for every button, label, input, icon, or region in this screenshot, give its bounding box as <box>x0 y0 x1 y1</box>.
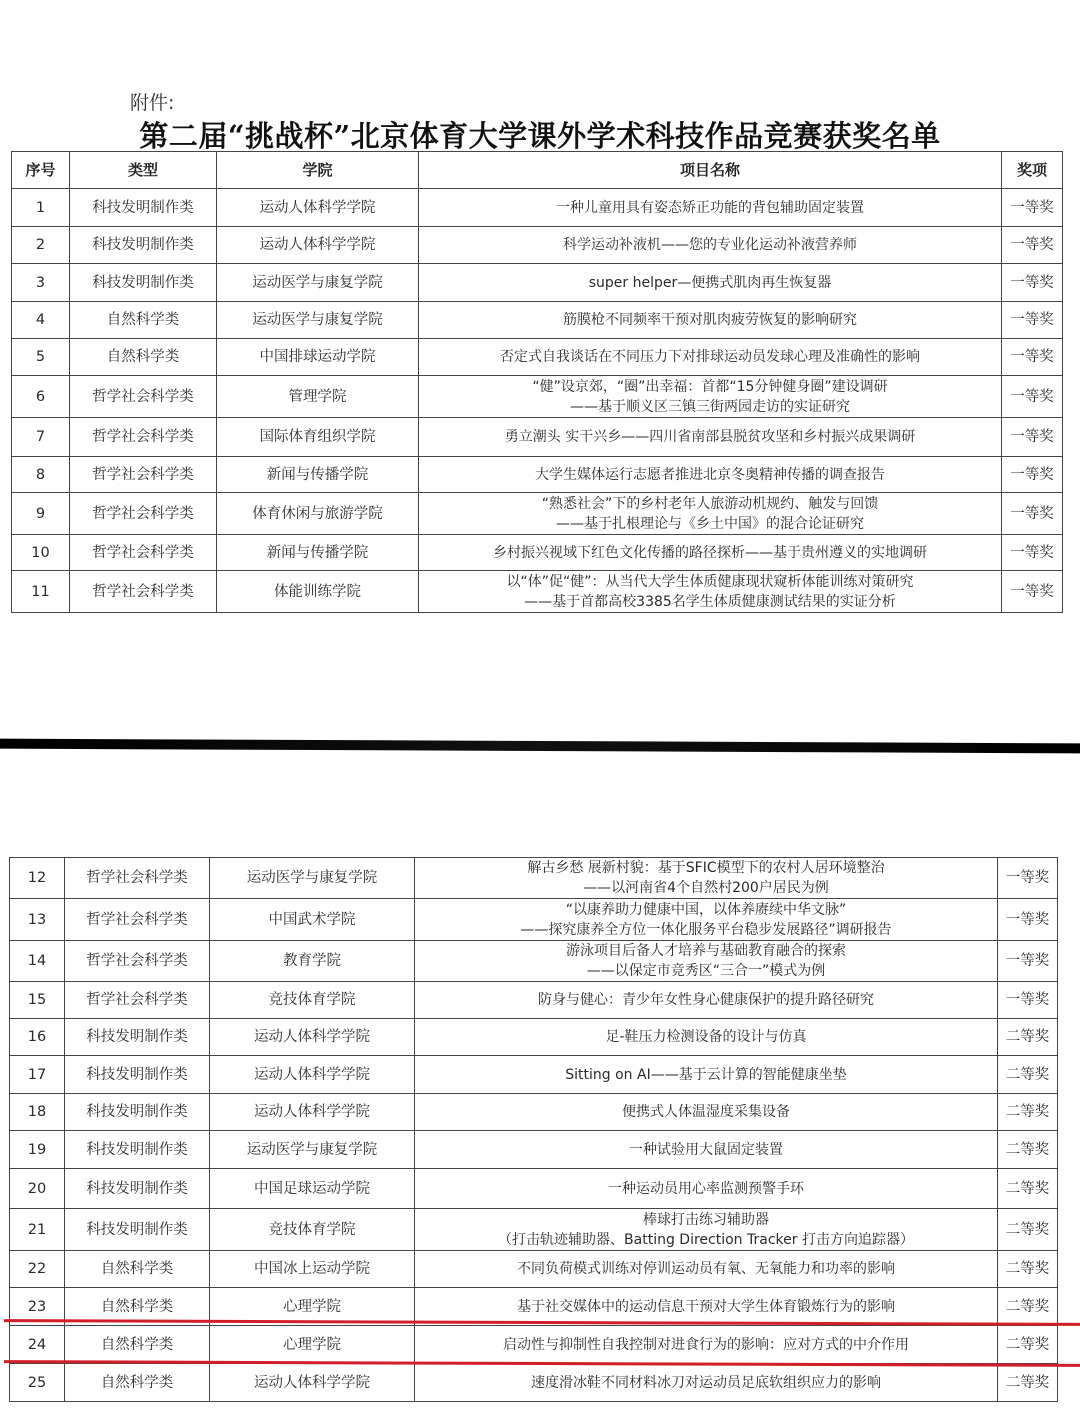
row-number: 12 <box>10 858 65 899</box>
table-row <box>10 941 1058 982</box>
project-line: 一种运动员用心率监测预警手环 <box>608 1180 804 1197</box>
row-project <box>415 899 998 941</box>
row-college: 国际体育组织学院 <box>217 418 419 457</box>
row-college: 中国足球运动学院 <box>210 1169 415 1209</box>
project-line: 一种试验用大鼠固定装置 <box>629 1141 783 1158</box>
project-line: ——基于扎根理论与《乡土中国》的混合论证研究 <box>556 515 864 532</box>
row-college: 竞技体育学院 <box>210 982 415 1019</box>
project-line: 足-鞋压力检测设备的设计与仿真 <box>605 1029 807 1045</box>
row-college: 中国排球运动学院 <box>217 339 419 376</box>
row-number: 6 <box>12 376 70 418</box>
row-project <box>415 1056 998 1094</box>
row-award: 二等奖 <box>998 1169 1058 1209</box>
row-college: 中国武术学院 <box>210 899 415 941</box>
project-line: ——基于首都高校3385名学生体质健康测试结果的实证分析 <box>524 593 896 610</box>
row-award: 二等奖 <box>998 1019 1058 1056</box>
row-project <box>415 1131 998 1169</box>
table-row <box>12 457 1063 493</box>
row-number: 3 <box>12 264 70 302</box>
row-number: 2 <box>12 227 70 264</box>
row-number: 8 <box>12 457 70 493</box>
project-line: ——以河南省4个自然村200户居民为例 <box>583 880 829 896</box>
row-type: 科技发明制作类 <box>70 189 217 227</box>
header-type: 类型 <box>70 152 217 189</box>
row-project <box>419 493 1002 535</box>
project-line: 启动性与抑制性自我控制对进食行为的影响：应对方式的中介作用 <box>503 1336 909 1353</box>
project-line: 否定式自我谈话在不同压力下对排球运动员发球心理及准确性的影响 <box>500 349 920 365</box>
row-award: 二等奖 <box>998 1251 1058 1288</box>
row-project <box>419 535 1002 571</box>
table-row <box>10 1251 1058 1288</box>
row-project <box>415 1326 998 1364</box>
row-project <box>415 1364 998 1402</box>
row-project <box>415 1288 998 1326</box>
row-award: 一等奖 <box>1002 493 1063 535</box>
table-row <box>10 1326 1058 1364</box>
row-project <box>419 264 1002 302</box>
row-college: 体能训练学院 <box>217 571 419 613</box>
row-project <box>419 189 1002 227</box>
row-project <box>415 941 998 982</box>
table-row <box>12 418 1063 457</box>
row-type: 自然科学类 <box>65 1326 210 1364</box>
project-line: 解古乡愁 展新村貌：基于SFIC模型下的农村人居环境整治 <box>527 860 885 876</box>
row-type: 科技发明制作类 <box>65 1019 210 1056</box>
row-type: 科技发明制作类 <box>65 1094 210 1131</box>
row-college: 运动人体科学学院 <box>217 189 419 227</box>
table-row <box>10 982 1058 1019</box>
row-project <box>419 302 1002 339</box>
row-number: 21 <box>10 1209 65 1251</box>
row-project <box>419 418 1002 457</box>
table-row <box>12 376 1063 418</box>
project-line: Sitting on AI——基于云计算的智能健康坐垫 <box>565 1066 847 1083</box>
row-number: 13 <box>10 899 65 941</box>
row-college: 心理学院 <box>210 1326 415 1364</box>
row-college: 管理学院 <box>217 376 419 418</box>
row-college: 运动医学与康复学院 <box>217 302 419 339</box>
row-project <box>415 1094 998 1131</box>
row-award: 二等奖 <box>998 1326 1058 1364</box>
row-college: 新闻与传播学院 <box>217 457 419 493</box>
table-row <box>10 1131 1058 1169</box>
row-number: 17 <box>10 1056 65 1094</box>
table-row <box>12 227 1063 264</box>
table-row <box>10 858 1058 899</box>
table-row <box>12 535 1063 571</box>
row-award: 二等奖 <box>998 1094 1058 1131</box>
row-type: 科技发明制作类 <box>65 1209 210 1251</box>
project-line: 防身与健心：青少年女性身心健康保护的提升路径研究 <box>538 992 874 1008</box>
table-row <box>10 1056 1058 1094</box>
project-line: 棒球打击练习辅助器 <box>643 1211 769 1228</box>
row-college: 运动人体科学学院 <box>210 1056 415 1094</box>
row-type: 哲学社会科学类 <box>65 941 210 982</box>
row-college: 体育休闲与旅游学院 <box>217 493 419 535</box>
row-award: 一等奖 <box>1002 535 1063 571</box>
row-award: 一等奖 <box>998 899 1058 941</box>
table-row <box>12 339 1063 376</box>
row-type: 自然科学类 <box>65 1288 210 1326</box>
row-award: 一等奖 <box>998 858 1058 899</box>
table-row <box>10 1209 1058 1251</box>
project-line: “健”设京郊，“圈”出幸福：首都“15分钟健身圈”建设调研 <box>532 378 888 395</box>
row-college: 运动医学与康复学院 <box>210 1131 415 1169</box>
project-line: “熟悉社会”下的乡村老年人旅游动机规约、触发与回馈 <box>541 495 879 512</box>
row-college: 运动人体科学学院 <box>217 227 419 264</box>
table-row <box>12 302 1063 339</box>
row-award: 一等奖 <box>1002 457 1063 493</box>
row-award: 二等奖 <box>998 1288 1058 1326</box>
row-college: 心理学院 <box>210 1288 415 1326</box>
row-college: 运动医学与康复学院 <box>210 858 415 899</box>
table-row <box>10 1019 1058 1056</box>
row-number: 5 <box>12 339 70 376</box>
table-body <box>12 189 1063 613</box>
row-type: 哲学社会科学类 <box>70 376 217 418</box>
row-number: 25 <box>10 1364 65 1402</box>
row-award: 二等奖 <box>998 1131 1058 1169</box>
row-number: 11 <box>12 571 70 613</box>
header-project: 项目名称 <box>419 152 1002 189</box>
row-type: 哲学社会科学类 <box>70 418 217 457</box>
project-line: 不同负荷模式训练对停训运动员有氧、无氧能力和功率的影响 <box>517 1261 895 1277</box>
table-row <box>10 1094 1058 1131</box>
row-number: 14 <box>10 941 65 982</box>
row-college: 运动人体科学学院 <box>210 1364 415 1402</box>
row-type: 哲学社会科学类 <box>70 571 217 613</box>
row-number: 19 <box>10 1131 65 1169</box>
row-number: 22 <box>10 1251 65 1288</box>
project-line: 便携式人体温湿度采集设备 <box>622 1104 790 1120</box>
row-number: 15 <box>10 982 65 1019</box>
row-project <box>419 227 1002 264</box>
awards-table-page1 <box>11 151 1063 613</box>
row-project <box>415 1209 998 1251</box>
row-award: 二等奖 <box>998 1209 1058 1251</box>
project-line: 科学运动补液机——您的专业化运动补液营养师 <box>563 237 857 253</box>
row-award: 一等奖 <box>1002 264 1063 302</box>
row-college: 中国冰上运动学院 <box>210 1251 415 1288</box>
table-row <box>10 1364 1058 1402</box>
row-award: 一等奖 <box>1002 227 1063 264</box>
table-row <box>12 189 1063 227</box>
table-row <box>12 264 1063 302</box>
row-type: 自然科学类 <box>65 1251 210 1288</box>
row-number: 7 <box>12 418 70 457</box>
row-type: 哲学社会科学类 <box>70 493 217 535</box>
project-line: 游泳项目后备人才培养与基础教育融合的探索 <box>566 943 846 959</box>
table-row <box>12 493 1063 535</box>
project-line: 一种儿童用具有姿态矫正功能的背包辅助固定装置 <box>556 199 864 216</box>
row-number: 1 <box>12 189 70 227</box>
row-award: 一等奖 <box>1002 418 1063 457</box>
row-number: 24 <box>10 1326 65 1364</box>
project-line: 速度滑冰鞋不同材料冰刀对运动员足底软组织应力的影响 <box>531 1374 881 1391</box>
attachment-label: 附件: <box>130 92 175 114</box>
row-award: 一等奖 <box>1002 339 1063 376</box>
table-row <box>10 1169 1058 1209</box>
row-award: 一等奖 <box>998 982 1058 1019</box>
row-project <box>415 1169 998 1209</box>
row-project <box>419 339 1002 376</box>
row-type: 科技发明制作类 <box>65 1056 210 1094</box>
row-college: 教育学院 <box>210 941 415 982</box>
row-college: 新闻与传播学院 <box>217 535 419 571</box>
row-type: 科技发明制作类 <box>70 264 217 302</box>
project-line: 勇立潮头 实干兴乡——四川省南部县脱贫攻坚和乡村振兴成果调研 <box>504 429 916 445</box>
row-number: 20 <box>10 1169 65 1209</box>
table-row <box>12 571 1063 613</box>
row-type: 科技发明制作类 <box>65 1131 210 1169</box>
project-line: super helper—便携式肌肉再生恢复器 <box>588 274 832 291</box>
row-project <box>419 376 1002 418</box>
row-award: 二等奖 <box>998 1056 1058 1094</box>
table-header-row <box>12 152 1063 189</box>
row-project <box>415 1019 998 1056</box>
project-line: ——基于顺义区三镇三街两园走访的实证研究 <box>570 398 850 415</box>
row-type: 自然科学类 <box>70 339 217 376</box>
project-line: ——探究康养全方位一体化服务平台稳步发展路径”调研报告 <box>520 921 892 938</box>
row-project <box>419 457 1002 493</box>
row-type: 自然科学类 <box>65 1364 210 1402</box>
row-type: 哲学社会科学类 <box>65 982 210 1019</box>
row-type: 哲学社会科学类 <box>70 535 217 571</box>
row-project <box>415 982 998 1019</box>
row-type: 科技发明制作类 <box>70 227 217 264</box>
row-award: 一等奖 <box>1002 376 1063 418</box>
row-type: 科技发明制作类 <box>65 1169 210 1209</box>
row-project <box>415 1251 998 1288</box>
row-number: 4 <box>12 302 70 339</box>
row-award: 一等奖 <box>1002 189 1063 227</box>
project-line: 以“体”促“健”：从当代大学生体质健康现状窥析体能训练对策研究 <box>506 573 914 590</box>
row-type: 哲学社会科学类 <box>70 457 217 493</box>
row-award: 一等奖 <box>1002 302 1063 339</box>
header-no: 序号 <box>12 152 70 189</box>
header-college: 学院 <box>217 152 419 189</box>
row-number: 10 <box>12 535 70 571</box>
project-line: “以康养助力健康中国，以体养赓续中华文脉” <box>565 901 847 918</box>
row-college: 运动人体科学学院 <box>210 1019 415 1056</box>
project-line: ——以保定市竞秀区“三合一”模式为例 <box>586 963 826 979</box>
row-college: 竞技体育学院 <box>210 1209 415 1251</box>
project-line: 乡村振兴视域下红色文化传播的路径探析——基于贵州遵义的实地调研 <box>493 544 927 561</box>
document-title: 第二届“挑战杯”北京体育大学课外学术科技作品竞赛获奖名单 <box>139 119 941 153</box>
row-number: 23 <box>10 1288 65 1326</box>
project-line: 大学生媒体运行志愿者推进北京冬奥精神传播的调查报告 <box>535 466 885 483</box>
row-college: 运动医学与康复学院 <box>217 264 419 302</box>
project-line: 筋膜枪不同频率干预对肌肉疲劳恢复的影响研究 <box>563 312 857 328</box>
project-line: 基于社交媒体中的运动信息干预对大学生体育锻炼行为的影响 <box>517 1298 895 1315</box>
row-award: 二等奖 <box>998 1364 1058 1402</box>
table-row <box>10 899 1058 941</box>
row-award: 一等奖 <box>1002 571 1063 613</box>
project-line: （打击轨迹辅助器、Batting Direction Tracker 打击方向追踪器） <box>498 1231 914 1248</box>
row-award: 一等奖 <box>998 941 1058 982</box>
row-type: 哲学社会科学类 <box>65 899 210 941</box>
row-number: 16 <box>10 1019 65 1056</box>
row-college: 运动人体科学学院 <box>210 1094 415 1131</box>
row-type: 哲学社会科学类 <box>65 858 210 899</box>
header-award: 奖项 <box>1002 152 1063 189</box>
row-type: 自然科学类 <box>70 302 217 339</box>
row-number: 18 <box>10 1094 65 1131</box>
page-divider <box>0 739 1080 754</box>
row-project <box>419 571 1002 613</box>
row-project <box>415 858 998 899</box>
row-number: 9 <box>12 493 70 535</box>
